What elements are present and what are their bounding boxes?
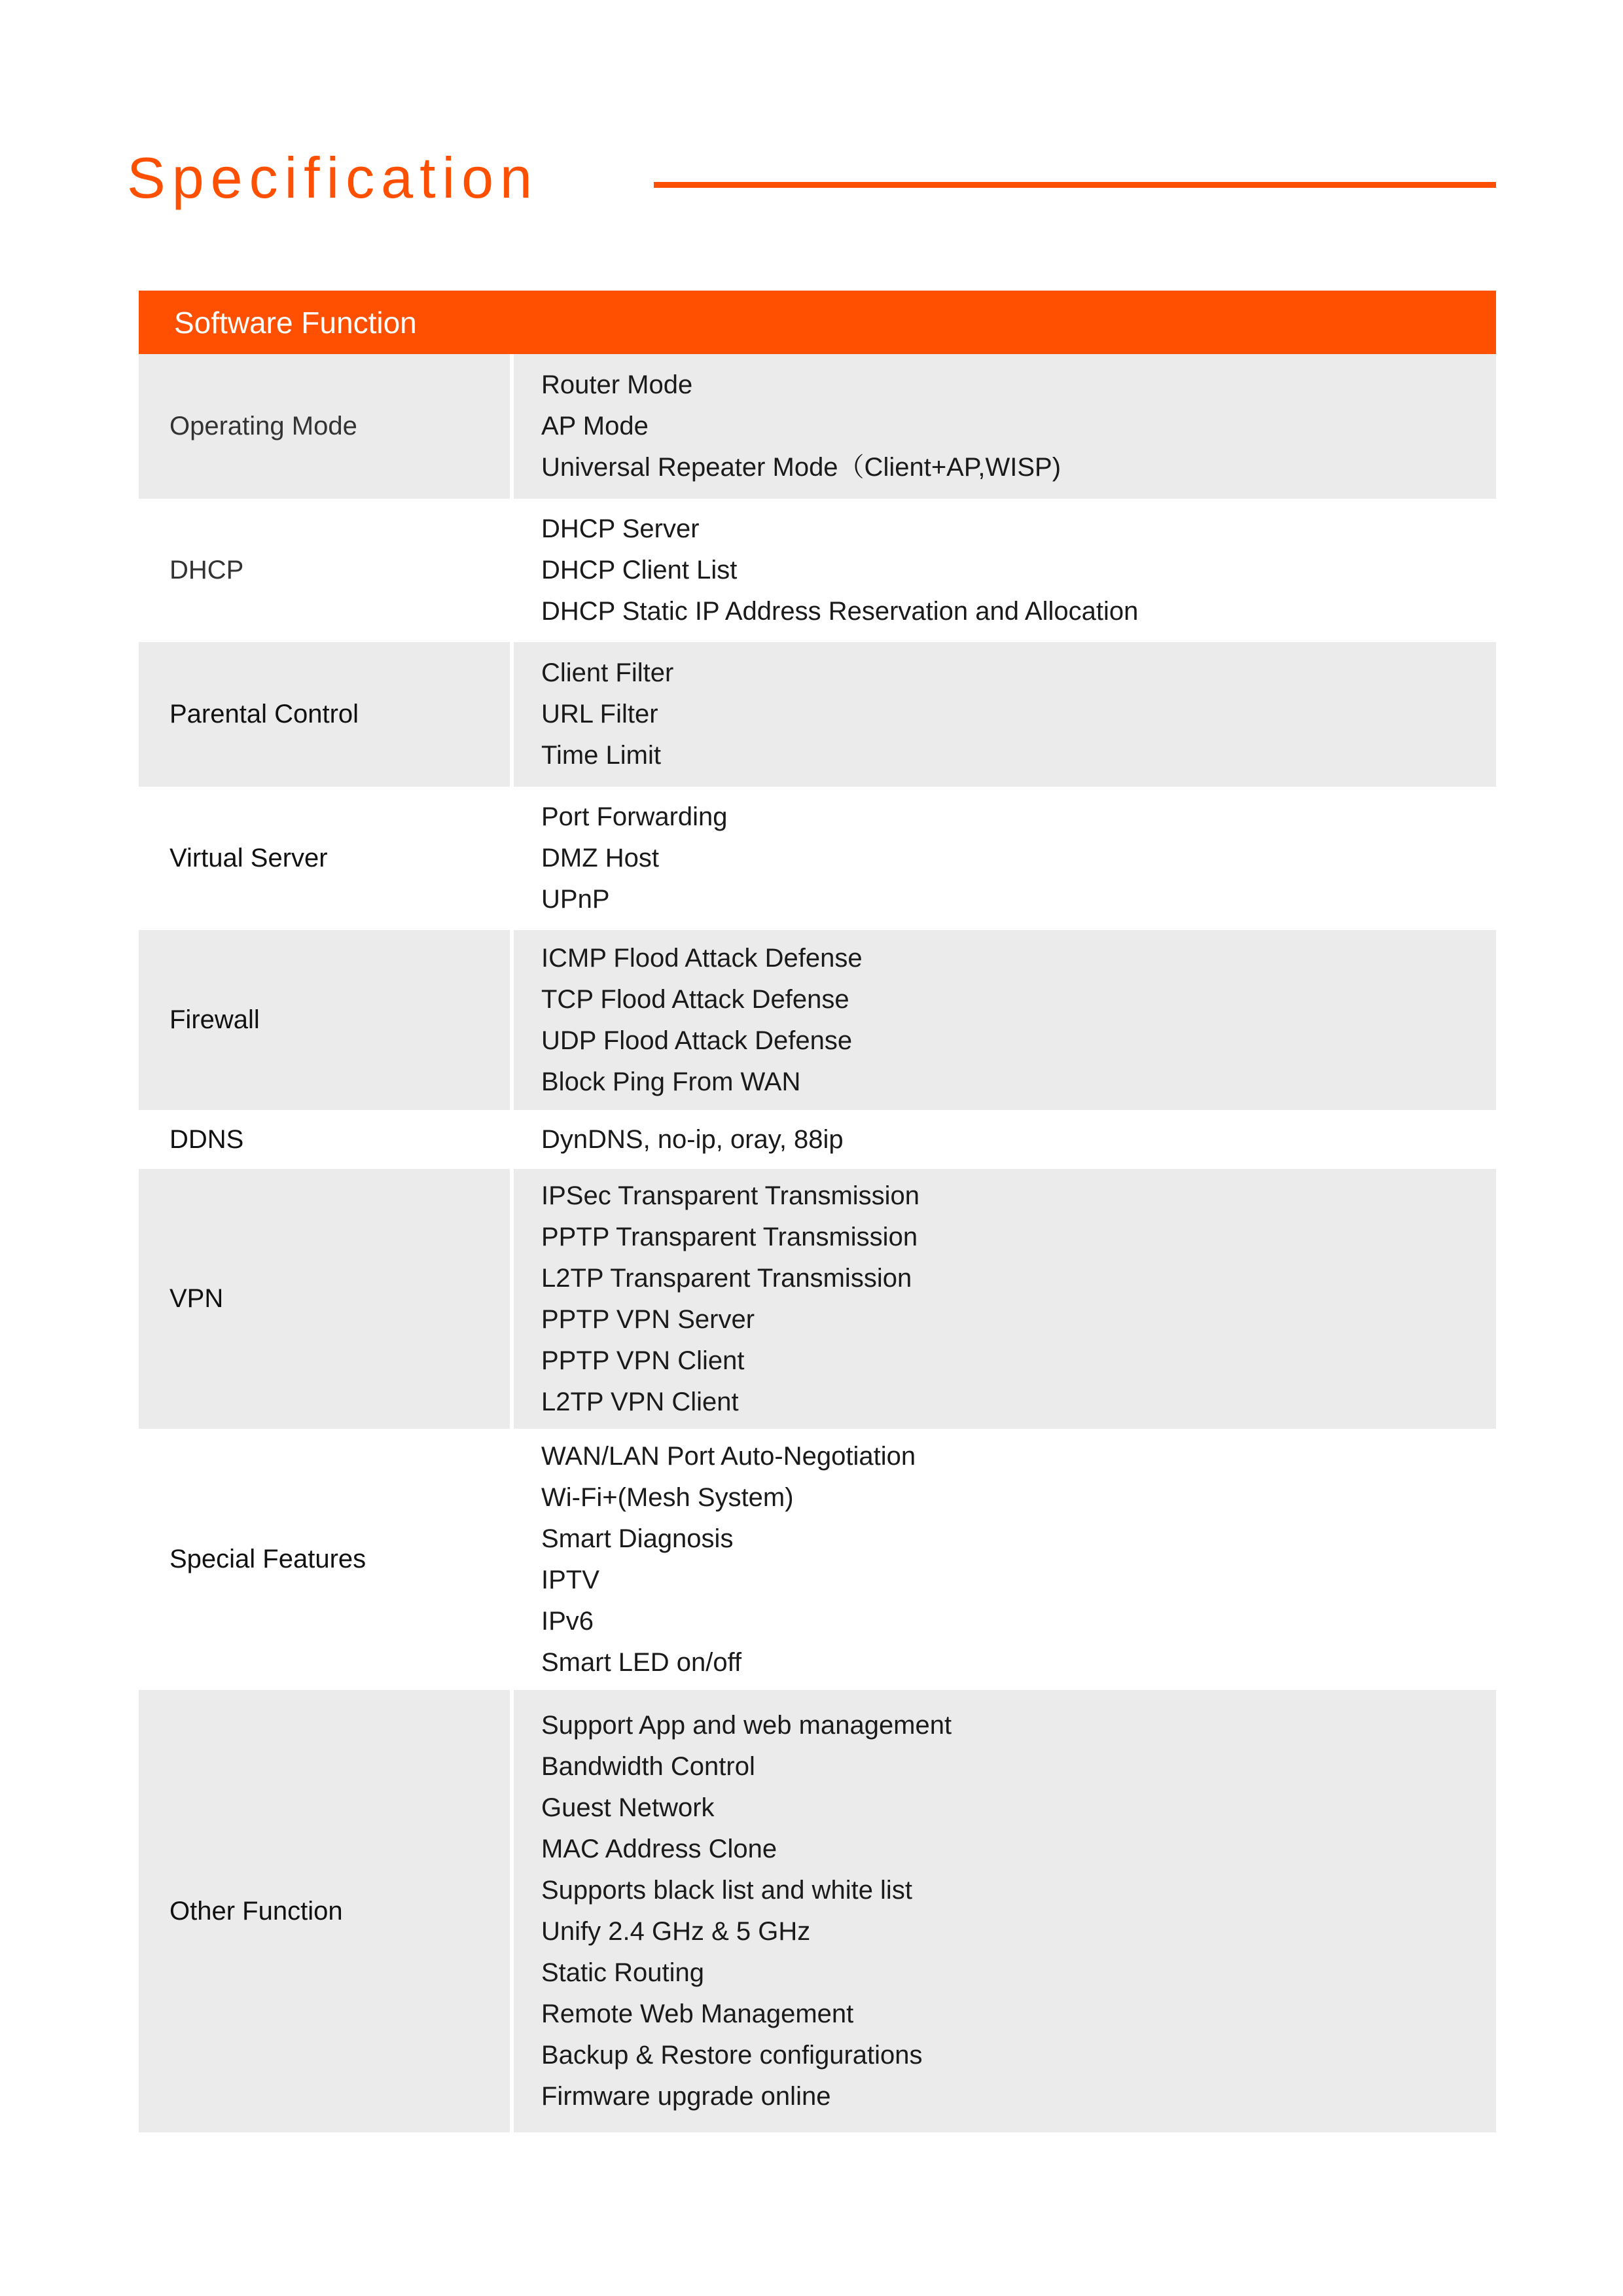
spec-value: Support App and web management bbox=[541, 1711, 952, 1740]
page-title: Specification bbox=[127, 145, 539, 210]
spec-value: Block Ping From WAN bbox=[541, 1067, 801, 1096]
spec-value: Supports black list and white list bbox=[541, 1876, 912, 1905]
spec-value: IPSec Transparent Transmission bbox=[541, 1181, 920, 1210]
spec-values bbox=[514, 499, 1496, 642]
spec-values bbox=[514, 354, 1496, 499]
spec-value: MAC Address Clone bbox=[541, 1835, 777, 1863]
spec-value: DynDNS, no-ip, oray, 88ip bbox=[541, 1124, 844, 1154]
spec-values bbox=[514, 1690, 1496, 2132]
spec-value: URL Filter bbox=[541, 700, 658, 728]
spec-label: Other Function bbox=[139, 1690, 510, 2132]
spec-row-firewall bbox=[139, 930, 1496, 1110]
spec-value: UDP Flood Attack Defense bbox=[541, 1026, 853, 1055]
spec-value: Bandwidth Control bbox=[541, 1752, 755, 1781]
spec-value: Smart LED on/off bbox=[541, 1647, 742, 1677]
spec-values bbox=[514, 930, 1496, 1110]
spec-value: Unify 2.4 GHz & 5 GHz bbox=[541, 1917, 811, 1946]
spec-values bbox=[514, 1169, 1496, 1429]
spec-label: Operating Mode bbox=[139, 354, 510, 499]
spec-row-other-function bbox=[139, 1690, 1496, 2132]
spec-row-ddns bbox=[139, 1110, 1496, 1169]
title-divider-line bbox=[654, 182, 1496, 188]
spec-value: Firmware upgrade online bbox=[541, 2082, 831, 2111]
spec-table bbox=[139, 291, 1496, 2132]
spec-row-special-features bbox=[139, 1429, 1496, 1690]
spec-values bbox=[514, 787, 1496, 930]
spec-values bbox=[514, 642, 1496, 787]
spec-value: Client Filter bbox=[541, 658, 674, 687]
spec-value: IPv6 bbox=[541, 1606, 594, 1636]
spec-value: PPTP Transparent Transmission bbox=[541, 1222, 918, 1251]
spec-label: Virtual Server bbox=[139, 787, 510, 930]
spec-value: Time Limit bbox=[541, 741, 661, 770]
spec-label: VPN bbox=[139, 1169, 510, 1429]
spec-row-dhcp bbox=[139, 499, 1496, 642]
spec-value: Port Forwarding bbox=[541, 802, 728, 831]
spec-value: PPTP VPN Server bbox=[541, 1304, 755, 1334]
spec-value: IPTV bbox=[541, 1565, 599, 1594]
spec-value: DMZ Host bbox=[541, 844, 659, 872]
spec-value: AP Mode bbox=[541, 412, 649, 440]
spec-value: Backup & Restore configurations bbox=[541, 2041, 923, 2070]
spec-value: Static Routing bbox=[541, 1958, 705, 1987]
spec-value: L2TP Transparent Transmission bbox=[541, 1263, 912, 1293]
spec-label: Firewall bbox=[139, 930, 510, 1110]
spec-value: UPnP bbox=[541, 885, 610, 914]
spec-values bbox=[514, 1110, 1496, 1169]
spec-value: Smart Diagnosis bbox=[541, 1524, 734, 1553]
spec-value: DHCP Server bbox=[541, 514, 700, 543]
section-header-label: Software Function bbox=[174, 305, 417, 340]
spec-row-virtual-server bbox=[139, 787, 1496, 930]
spec-value: TCP Flood Attack Defense bbox=[541, 984, 849, 1014]
spec-label: DDNS bbox=[139, 1110, 510, 1169]
section-header bbox=[139, 291, 1496, 354]
spec-row-vpn bbox=[139, 1169, 1496, 1429]
spec-row-parental-control bbox=[139, 642, 1496, 787]
spec-value: Guest Network bbox=[541, 1793, 715, 1822]
spec-value: Router Mode bbox=[541, 370, 693, 399]
spec-label: DHCP bbox=[139, 499, 510, 642]
spec-value: Wi-Fi+(Mesh System) bbox=[541, 1482, 794, 1512]
spec-values bbox=[514, 1429, 1496, 1690]
spec-value: DHCP Static IP Address Reservation and Allocation bbox=[541, 597, 1139, 626]
spec-value: PPTP VPN Client bbox=[541, 1346, 745, 1375]
spec-row-operating-mode bbox=[139, 354, 1496, 499]
spec-value: Universal Repeater Mode（Client+AP,WISP) bbox=[541, 453, 1061, 482]
spec-value: DHCP Client List bbox=[541, 556, 738, 584]
spec-label: Special Features bbox=[139, 1429, 510, 1690]
spec-value: L2TP VPN Client bbox=[541, 1387, 739, 1416]
spec-value: WAN/LAN Port Auto-Negotiation bbox=[541, 1441, 916, 1471]
spec-value: ICMP Flood Attack Defense bbox=[541, 943, 863, 973]
spec-value: Remote Web Management bbox=[541, 2000, 854, 2028]
spec-label: Parental Control bbox=[139, 642, 510, 787]
